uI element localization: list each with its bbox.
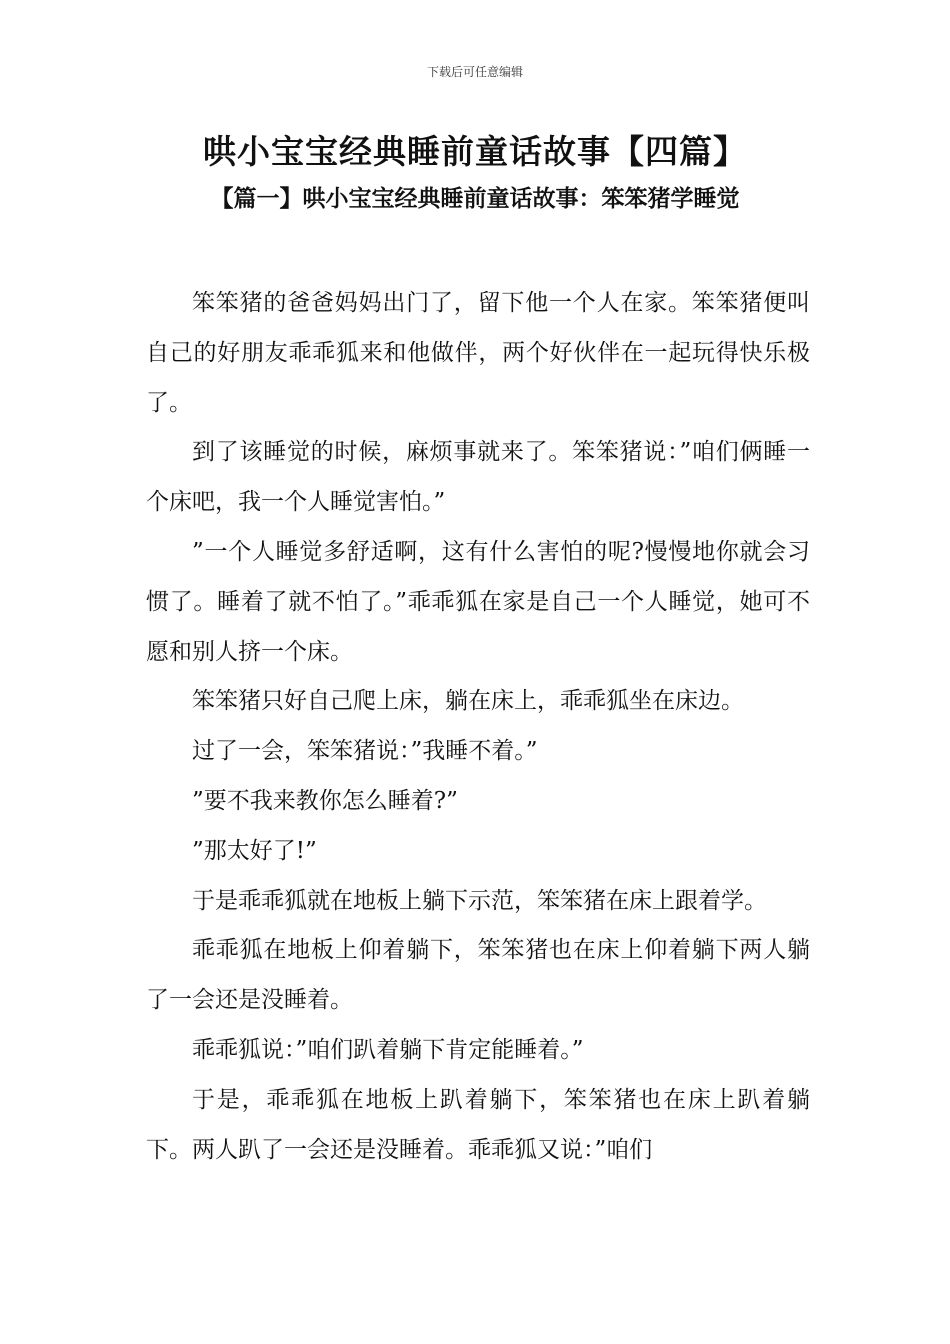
story-body <box>146 279 810 1175</box>
paragraph-1: 笨笨猪的爸爸妈妈出门了，留下他一个人在家。笨笨猪便叫自己的好朋友乖乖狐来和他做伴，两个好伙伴在一起玩得快乐极了。 <box>146 290 810 416</box>
paragraph-6: ”要不我来教你怎么睡着?” <box>192 787 458 814</box>
header-note: 下载后可任意编辑 <box>426 65 523 79</box>
paragraph-2: 到了该睡觉的时候，麻烦事就来了。笨笨猪说：”咱们俩睡一个床吧，我一个人睡觉害怕。” <box>146 439 810 516</box>
document-title: 哄小宝宝经典睡前童话故事【四篇】 <box>203 132 747 171</box>
section-title: 【篇一】哄小宝宝经典睡前童话故事：笨笨猪学睡觉 <box>210 185 740 212</box>
paragraph-10: 乖乖狐说：”咱们趴着躺下肯定能睡着。” <box>192 1036 584 1063</box>
paragraph-5: 过了一会，笨笨猪说：”我睡不着。” <box>192 738 538 765</box>
paragraph-9: 乖乖狐在地板上仰着躺下，笨笨猪也在床上仰着躺下两人躺了一会还是没睡着。 <box>146 937 810 1014</box>
paragraph-8: 于是乖乖狐就在地板上躺下示范，笨笨猪在床上跟着学。 <box>192 887 767 914</box>
paragraph-11: 于是，乖乖狐在地板上趴着躺下，笨笨猪也在床上趴着躺下。两人趴了一会还是没睡着。乖乖狐又说：”咱们 <box>146 1086 810 1163</box>
paragraph-3: ”一个人睡觉多舒适啊，这有什么害怕的呢?慢慢地你就会习惯了。睡着了就不怕了。”乖乖狐在家是自己一个人睡觉，她可不愿和别人挤一个床。 <box>146 538 810 665</box>
paragraph-7: ”那太好了!” <box>192 837 317 864</box>
paragraph-4: 笨笨猪只好自己爬上床，躺在床上，乖乖狐坐在床边。 <box>192 688 744 715</box>
